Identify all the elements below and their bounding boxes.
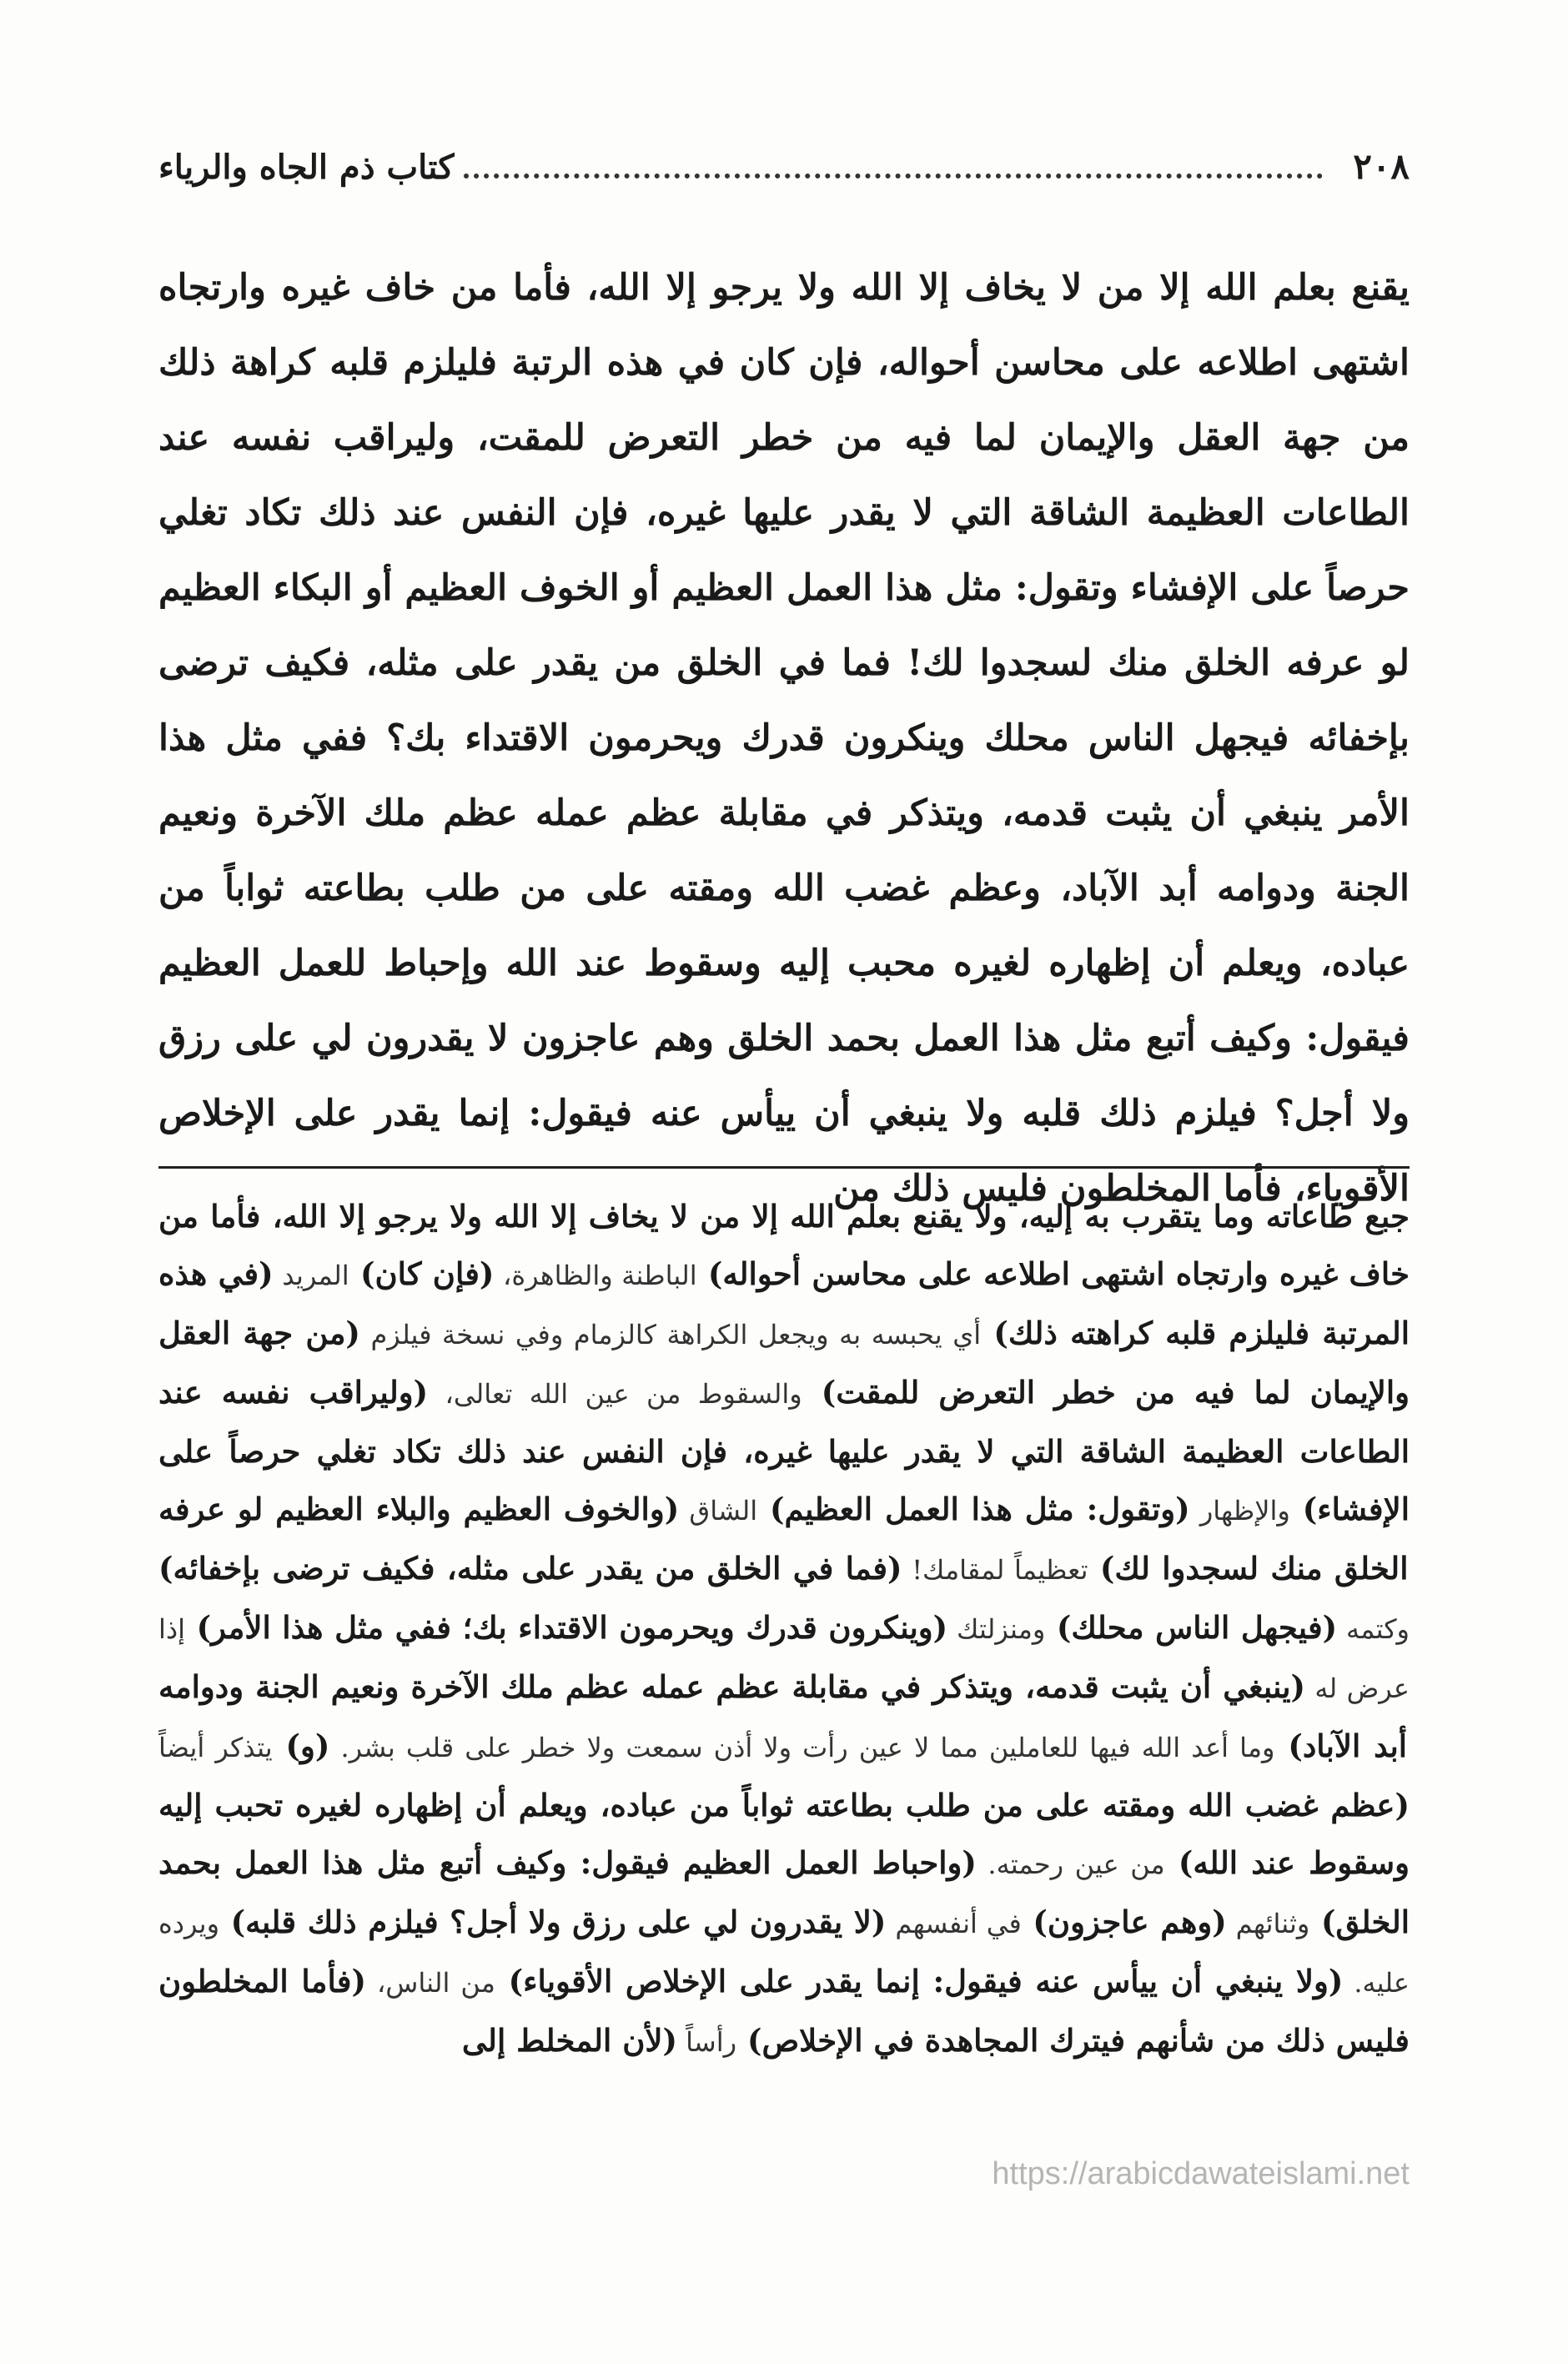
explanation-text: وثنائهم <box>1226 1908 1310 1939</box>
explanation-text: وما أعد الله فيها للعاملين مما لا عين رأت ولا أذن سمعت ولا خطر على قلب بشر. <box>329 1732 1275 1763</box>
quoted-text: (لأن المخلط إلى <box>461 2022 677 2059</box>
explanation-text: إذا عرض له <box>158 1613 1410 1704</box>
explanation-text: يتذكر أيضاً <box>158 1732 273 1763</box>
quoted-text: (وينكرون قدرك ويحرمون الاقتداء بك؛ ففي مثل هذا الأمر) <box>185 1609 948 1646</box>
quoted-text: (و) <box>272 1728 330 1764</box>
quoted-text: (فإن كان) <box>349 1255 495 1292</box>
watermark-url: https://arabicdawateislami.net <box>992 2156 1410 2191</box>
quoted-text: جبع طاعاته وما يتقرب به إليه، ولا يقنع بعلم الله إلا من لا يخاف إلا الله ولا يرجو إلا الله، فأما من خاف غيره وارتجاه اشتهى اطلاعه على محاسن أحواله) <box>158 1198 1410 1292</box>
explanation-text: ومنزلتك <box>947 1613 1046 1645</box>
explanation-text: أي يحبسه به ويجعل الكراهة كالزمام وفي نسخة فيلزم <box>359 1319 982 1350</box>
quoted-text: (وتقول: مثل هذا العمل العظيم) <box>757 1491 1190 1527</box>
explanation-text: تعظيماً لمقامك! <box>902 1554 1088 1586</box>
explanation-text: والسقوط من عين الله تعالى، <box>428 1378 802 1410</box>
explanation-text: والإظهار <box>1189 1495 1290 1527</box>
quoted-text: (في هذه المرتبة فليلزم قلبه كراهته ذلك) <box>158 1255 1410 1351</box>
explanation-text: ويرده عليه. <box>158 1908 1410 1999</box>
quoted-text: (لا يقدرون لي على رزق ولا أجل؟ فيلزم ذلك قلبه) <box>219 1904 887 1940</box>
explanation-text: رأساً <box>676 2026 737 2058</box>
explanation-text: الشاق <box>679 1495 758 1527</box>
explanation-text: من الناس، <box>365 1967 495 1999</box>
quoted-text: (واحباط العمل العظيم فيقول: وكيف أتبع مثل هذا العمل بحمد الخلق) <box>158 1844 1410 1940</box>
page-header <box>158 140 1410 199</box>
quoted-text: (عظم غضب الله ومقته على من طلب بطاعته ثواباً من عباده، ويعلم أن إظهاره لغيره تحبب إليه وسقوط عند الله) <box>158 1787 1410 1881</box>
page-number: ٢٠٨ <box>1353 146 1410 187</box>
explanation-text: وكتمه <box>1337 1613 1410 1645</box>
quoted-text: (فما في الخلق من يقدر على مثله، فكيف ترضى بإخفائه) <box>158 1550 902 1587</box>
quoted-text: (فأما المخلطون فليس ذلك من شأنهم فيترك المجاهدة في الإخلاص) <box>158 1963 1410 2059</box>
explanation-text: من عين رحمته. <box>976 1848 1165 1880</box>
quoted-text: (ينبغي أن يثبت قدمه، ويتذكر في مقابلة عظم عمله عظم ملك الآخرة ونعيم الجنة ودوامه أبد الآباد) <box>158 1668 1408 1764</box>
explanation-text: المريد <box>273 1260 349 1291</box>
separator-rule <box>158 1166 1410 1169</box>
quoted-text: (من جهة العقل والإيمان لما فيه من خطر التعرض للمقت) <box>158 1315 1410 1411</box>
quoted-text: (والخوف العظيم والبلاء العظيم لو عرفه الخلق منك لسجدوا لك) <box>158 1491 1409 1587</box>
quoted-text: (وهم عاجزون) <box>1021 1904 1227 1940</box>
quoted-text: (فيجهل الناس محلك) <box>1045 1609 1338 1646</box>
running-title: كتاب ذم الجاه والرياء <box>158 148 455 187</box>
explanation-text: الباطنة والظاهرة، <box>494 1260 697 1291</box>
main-text-body: يقنع بعلم الله إلا من لا يخاف إلا الله ولا يرجو إلا الله، فأما من خاف غيره وارتجاه اشتهى اطلاعه على محاسن أحواله، فإن كان في هذه الرتبة فليلزم قلبه كراهة ذلك من جهة العقل والإيمان لما فيه من خطر التعرض للمقت، وليراقب نفسه عند الطاعات العظيمة الشاقة التي لا يقدر عليها غيره، فإن النفس عند ذلك تكاد تغلي حرصاً على الإفشاء وتقول: مثل هذا العمل العظيم أو الخوف العظيم أو البكاء العظيم لو عرفه الخلق منك لسجدوا لك! فما في الخلق من يقدر على مثله، فكيف ترضى بإخفائه فيجهل الناس محلك وينكرون قدرك ويحرمون الاقتداء بك؟ ففي مثل هذا الأمر ينبغي أن يثبت قدمه، ويتذكر في مقابلة عظم عمله عظم ملك الآخرة ونعيم الجنة ودوامه أبد الآباد، وعظم غضب الله ومقته على من طلب بطاعته ثواباً من عباده، ويعلم أن إظهاره لغيره محبب إليه وسقوط عند الله وإحباط للعمل العظيم فيقول: وكيف أتبع مثل هذا العمل بحمد الخلق وهم عاجزون لا يقدرون لي على رزق ولا أجل؟ فيلزم ذلك قلبه ولا ينبغي أن ييأس عنه فيقول: إنما يقدر على الإخلاص الأقوياء، فأما المخلطون فليس ذلك من <box>158 267 1410 1210</box>
commentary-body <box>158 1188 1410 2222</box>
quoted-text: (وليراقب نفسه عند الطاعات العظيمة الشاقة التي لا يقدر عليها غيره، فإن النفس عند ذلك تكاد تغلي حرصاً على الإفشاء) <box>158 1374 1410 1527</box>
header-dotted-leader <box>464 140 1323 179</box>
explanation-text: في أنفسهم <box>886 1908 1022 1939</box>
quoted-text: (ولا ينبغي أن ييأس عنه فيقول: إنما يقدر على الإخلاص الأقوياء) <box>495 1963 1344 1999</box>
